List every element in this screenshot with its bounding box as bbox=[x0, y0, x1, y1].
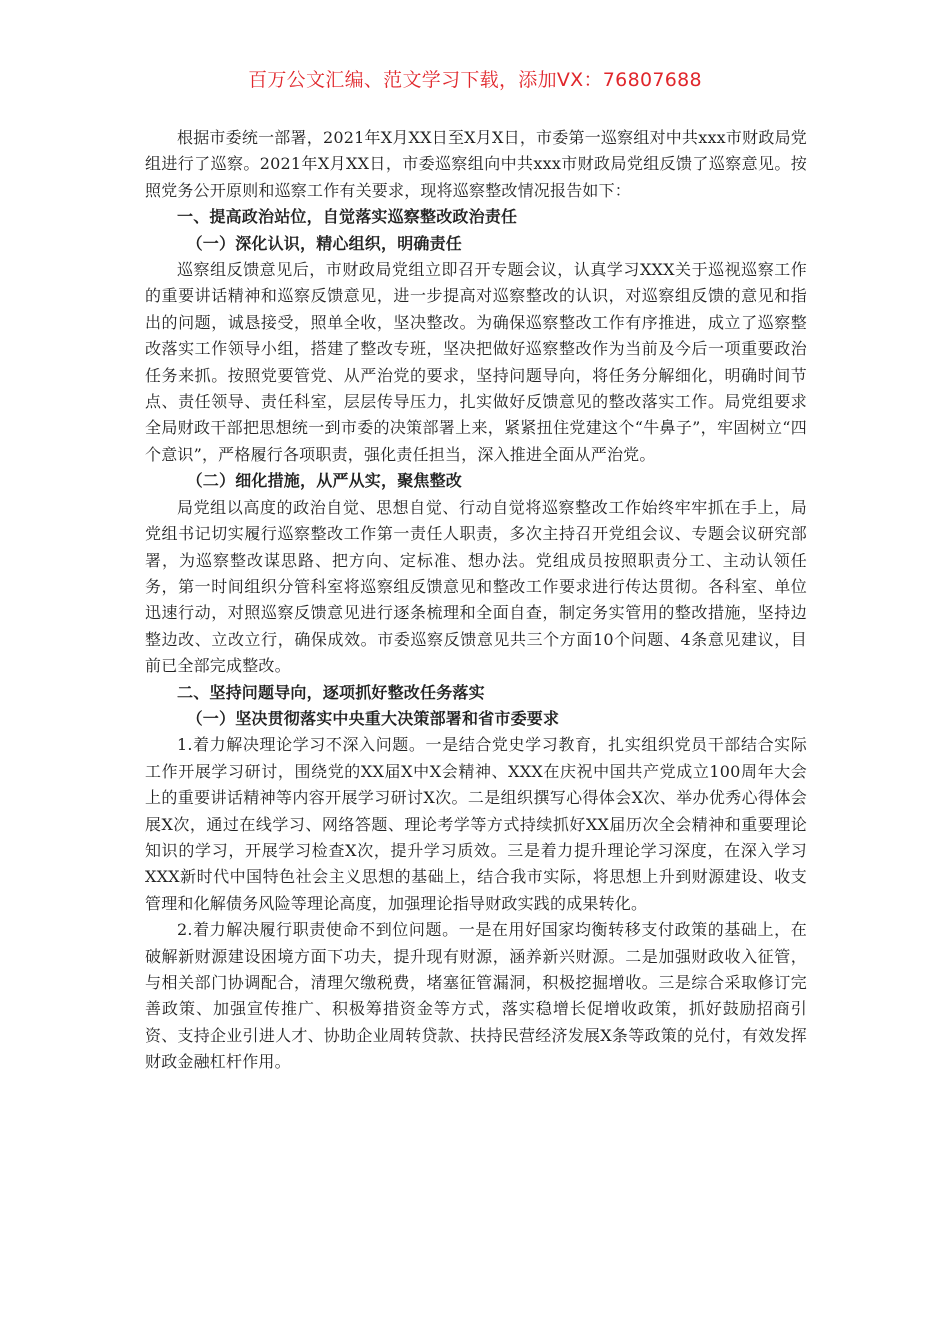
section-1-1-heading: （一）深化认识，精心组织，明确责任 bbox=[186, 233, 462, 253]
promo-banner: 百万公文汇编、范文学习下载，添加VX：76807688 bbox=[248, 69, 702, 91]
report-body bbox=[145, 125, 807, 1076]
section-1-2-heading: （二）细化措施，从严从实，聚焦整改 bbox=[186, 471, 462, 491]
intro-paragraph: 根据市委统一部署，2021年X月XX日至X月X日，市委第一巡察组对中共xxx市财政局党组进行了巡察。2021年X月XX日，市委巡察组向中共xxx市财政局党组反馈了巡察意见。按照党务公开原则和巡察工作有关要求，现将巡察整改情况报告如下： bbox=[145, 128, 807, 200]
item-1-paragraph: 1.着力解决理论学习不深入问题。一是结合党史学习教育，扎实组织党员干部结合实际工作开展学习研讨，围绕党的XX届X中X会精神、XXX在庆祝中国共产党成立100周年大会上的重要讲话精神等内容开展学习研讨X次。二是组织撰写心得体会X次、举办优秀心得体会展X次，通过在线学习、网络答题、理论考学等方式持续抓好XX届历次全会精神和重要理论知识的学习，开展学习检查X次，提升学习质效。三是着力提升理论学习深度，在深入学习XXX新时代中国特色社会主义思想的基础上，结合我市实际，将思想上升到财源建设、收支管理和化解债务风险等理论高度，加强理论指导财政实践的成果转化。 bbox=[145, 735, 807, 913]
section-1-heading: 一、提高政治站位，自觉落实巡察整改政治责任 bbox=[177, 207, 518, 227]
section-2-1-heading: （一）坚决贯彻落实中央重大决策部署和省市委要求 bbox=[186, 708, 560, 728]
section-2-heading: 二、坚持问题导向，逐项抓好整改任务落实 bbox=[177, 682, 485, 702]
section-1-2-paragraph: 局党组以高度的政治自觉、思想自觉、行动自觉将巡察整改工作始终牢牢抓在手上，局党组书记切实履行巡察整改工作第一责任人职责，多次主持召开党组会议、专题会议研究部署，为巡察整改谋思路、把方向、定标准、想办法。党组成员按照职责分工、主动认领任务，第一时间组织分管科室将巡察组反馈意见和整改工作要求进行传达贯彻。各科室、单位迅速行动，对照巡察反馈意见进行逐条梳理和全面自查，制定务实管用的整改措施，坚持边整边改、立改立行，确保成效。市委巡察反馈意见共三个方面10个问题、4条意见建议，目前已全部完成整改。 bbox=[145, 497, 807, 676]
section-1-1-paragraph: 巡察组反馈意见后，市财政局党组立即召开专题会议，认真学习XXX关于巡视巡察工作的重要讲话精神和巡察反馈意见，进一步提高对巡察整改的认识，对巡察组反馈的意见和指出的问题，诚恳接受，照单全收，坚决整改。为确保巡察整改工作有序推进，成立了巡察整改落实工作领导小组，搭建了整改专班，坚决把做好巡察整改作为当前及今后一项重要政治任务来抓。按照党要管党、从严治党的要求，坚持问题导向，将任务分解细化，明确时间节点、责任领导、责任科室，层层传导压力，扎实做好反馈意见的整改落实工作。局党组要求全局财政干部把思想统一到市委的决策部署上来，紧紧扭住党建这个“牛鼻子”，牢固树立“四个意识”，严格履行各项职责，强化责任担当，深入推进全面从严治党。 bbox=[145, 260, 807, 464]
item-2-paragraph: 2.着力解决履行职责使命不到位问题。一是在用好国家均衡转移支付政策的基础上，在破解新财源建设困境方面下功夫，提升现有财源，涵养新兴财源。二是加强财政收入征管，与相关部门协调配合，清理欠缴税费，堵塞征管漏洞，积极挖掘增收。三是综合采取修订完善政策、加强宣传推广、积极筹措资金等方式，落实稳增长促增收政策，抓好鼓励招商引资、支持企业引进人才、协助企业周转贷款、扶持民营经济发展X条等政策的兑付，有效发挥财政金融杠杆作用。 bbox=[145, 920, 807, 1072]
